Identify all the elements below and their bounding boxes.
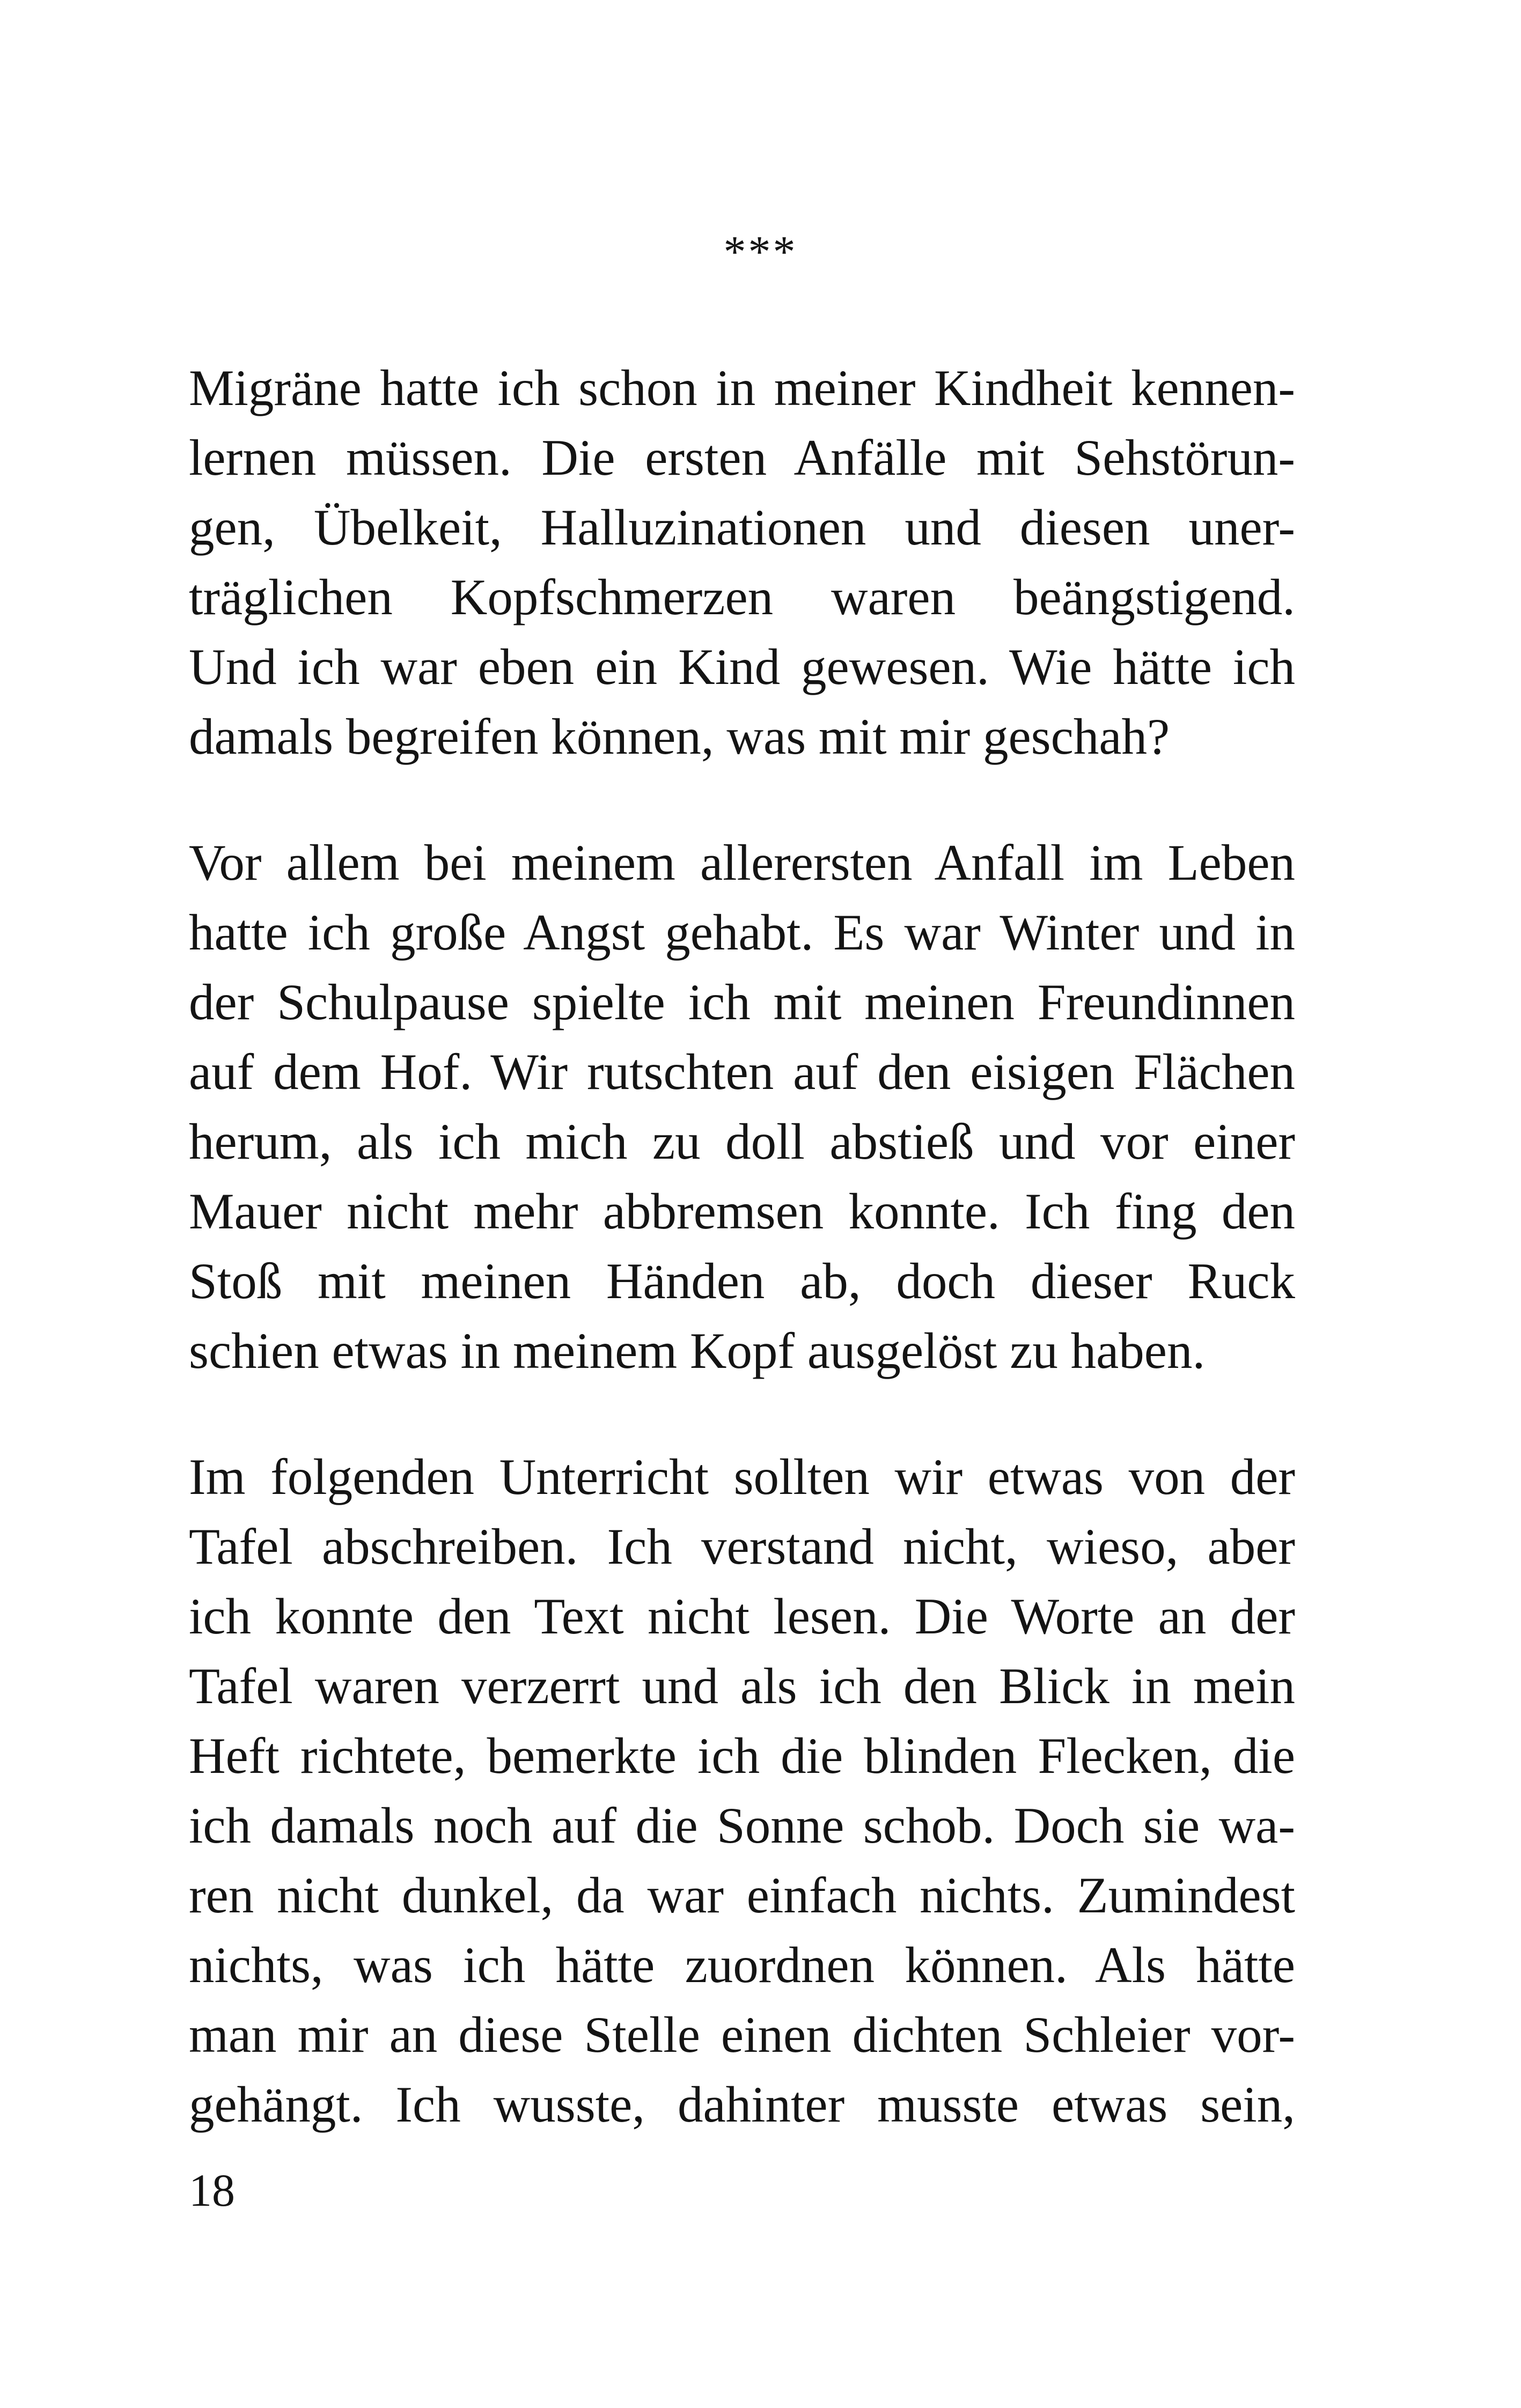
paragraph	[189, 828, 1295, 1386]
text-line: ren nicht dunkel, da war einfach nichts. Zumindest	[189, 1867, 1295, 1924]
section-separator: ***	[723, 227, 798, 277]
text-line: Im folgenden Unterricht sollten wir etwas von der	[189, 1448, 1295, 1505]
text-line: gehängt. Ich wusste, dahinter musste etwas sein,	[189, 2076, 1295, 2133]
text-line: Und ich war eben ein Kind gewesen. Wie hätte ich	[189, 638, 1295, 695]
text-line: Vor allem bei meinem allerersten Anfall im Leben	[189, 834, 1295, 891]
text-line: Tafel waren verzerrt und als ich den Blick in mein	[189, 1658, 1295, 1714]
text-line: hatte ich große Angst gehabt. Es war Winter und in	[189, 904, 1295, 961]
text-line: der Schulpause spielte ich mit meinen Freundinnen	[189, 974, 1295, 1030]
text-line: ich damals noch auf die Sonne schob. Doch sie wa-	[189, 1797, 1295, 1854]
text-line: auf dem Hof. Wir rutschten auf den eisigen Flächen	[189, 1043, 1295, 1100]
text-line: lernen müssen. Die ersten Anfälle mit Sehstörun-	[189, 429, 1295, 486]
paragraph	[189, 1442, 1295, 2139]
text-line: ich konnte den Text nicht lesen. Die Worte an der	[189, 1588, 1295, 1645]
text-line: Stoß mit meinen Händen ab, doch dieser Ruck	[189, 1253, 1295, 1309]
text-line: Tafel abschreiben. Ich verstand nicht, wieso, aber	[189, 1518, 1295, 1575]
text-line: man mir an diese Stelle einen dichten Schleier vor-	[189, 2006, 1295, 2063]
text-line: Mauer nicht mehr abbremsen konnte. Ich fing den	[189, 1183, 1295, 1240]
page-number: 18	[189, 2164, 235, 2216]
text-line: herum, als ich mich zu doll abstieß und vor einer	[189, 1113, 1295, 1170]
text-line: gen, Übelkeit, Halluzinationen und diesen uner-	[189, 499, 1295, 556]
text-line: Heft richtete, bemerkte ich die blinden Flecken, die	[189, 1727, 1295, 1784]
text-line: schien etwas in meinem Kopf ausgelöst zu haben.	[189, 1322, 1206, 1379]
text-line: nichts, was ich hätte zuordnen können. Als hätte	[189, 1936, 1295, 1993]
text-line: damals begreifen können, was mit mir geschah?	[189, 708, 1170, 765]
text-line: Migräne hatte ich schon in meiner Kindheit kennen-	[189, 359, 1295, 416]
paragraph	[189, 353, 1295, 771]
text-line: träglichen Kopfschmerzen waren beängstigend.	[189, 569, 1295, 625]
